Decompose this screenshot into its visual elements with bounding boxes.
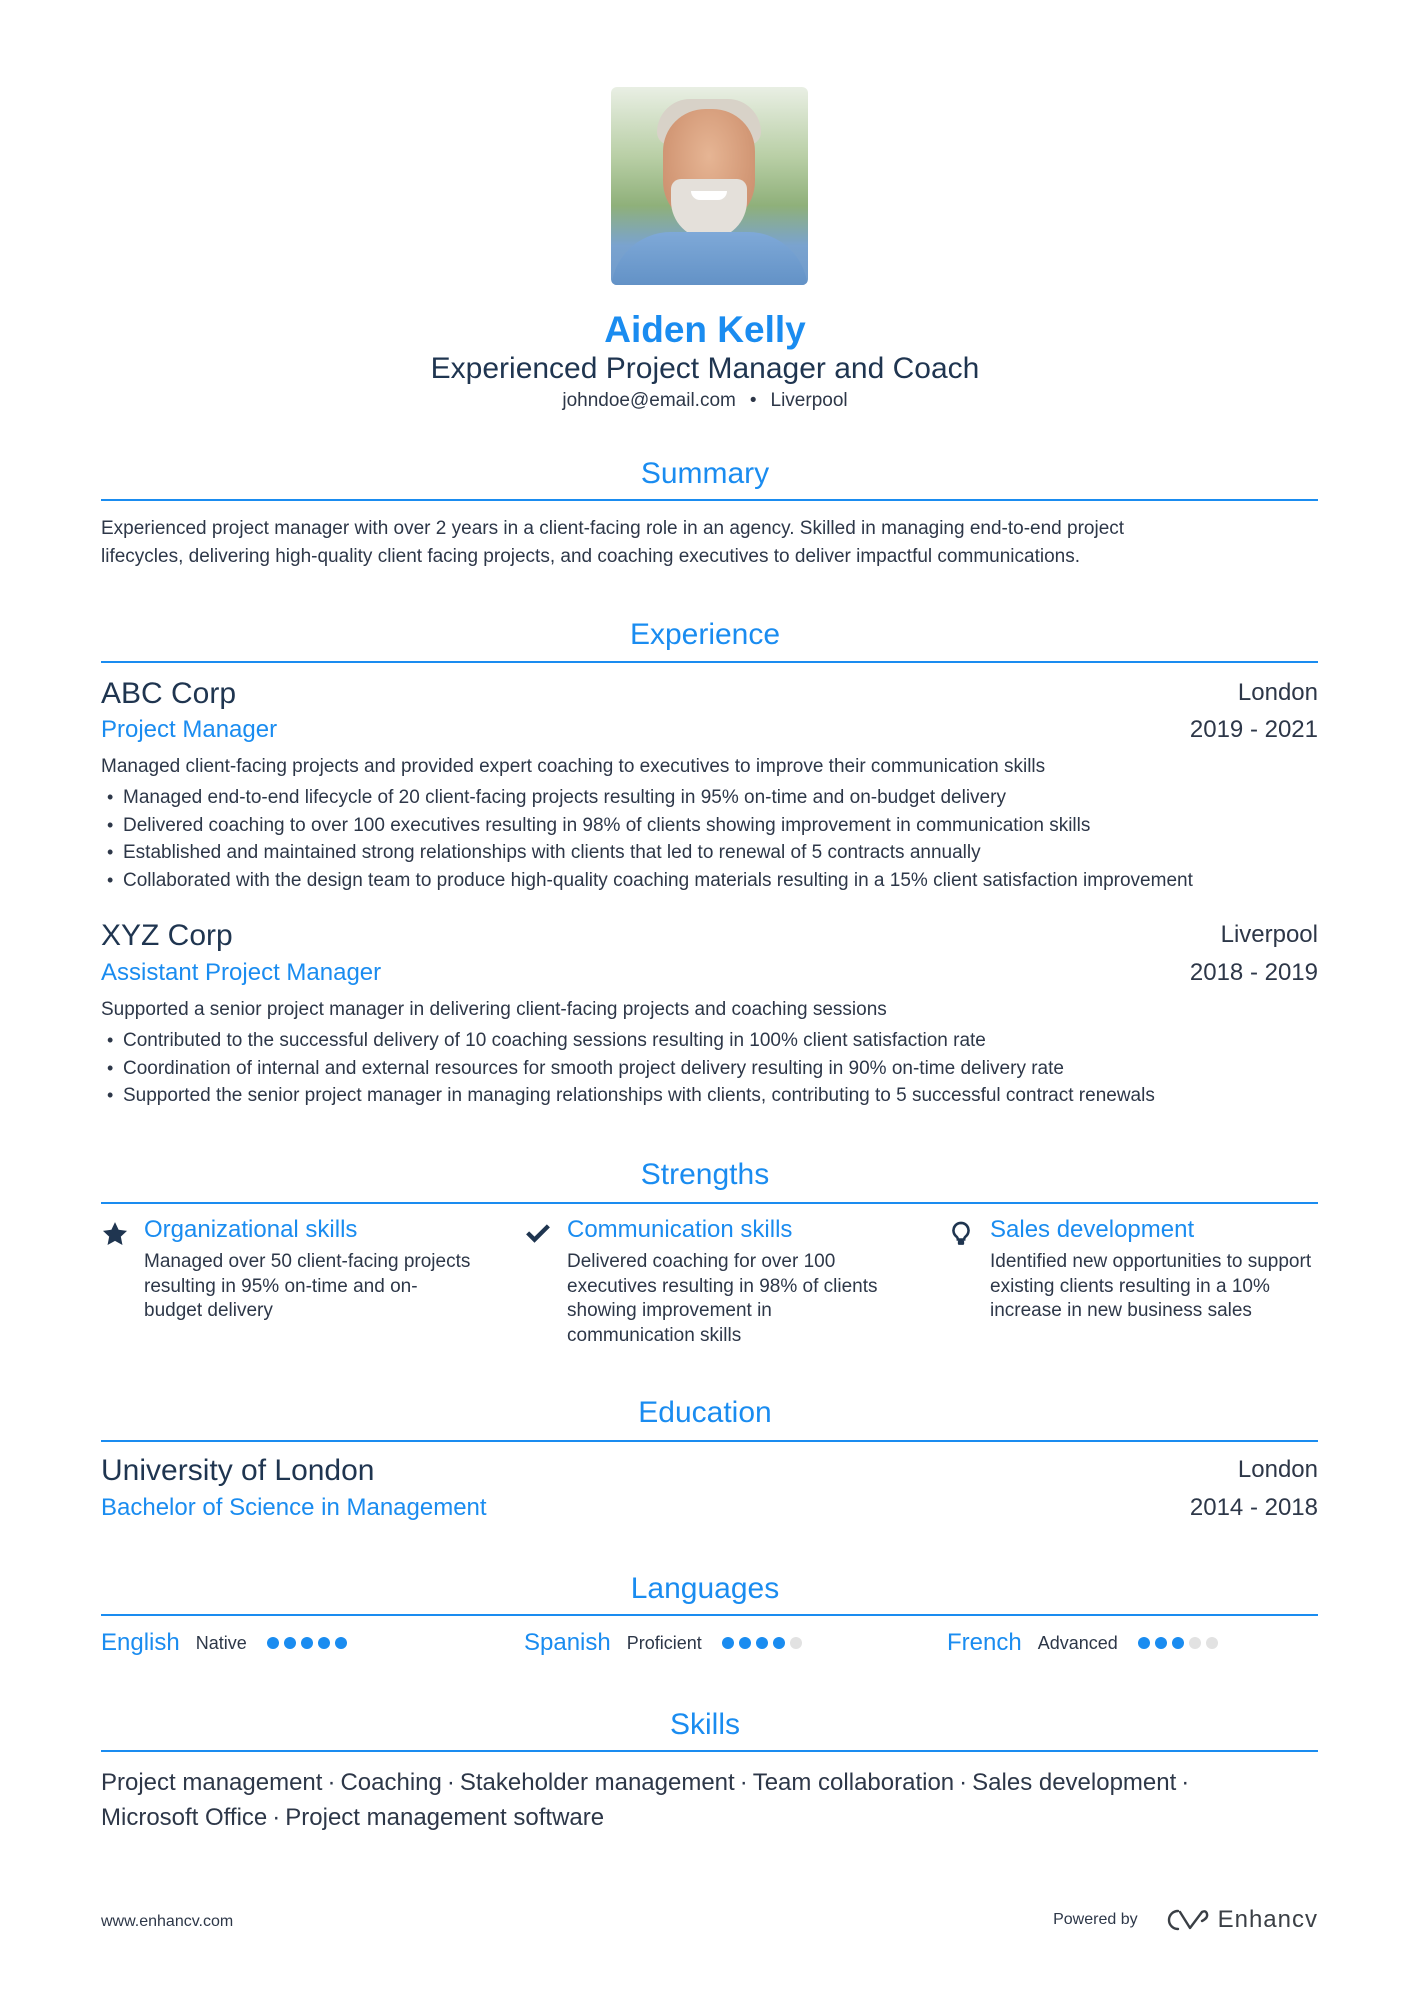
photo-shirt: [611, 232, 808, 285]
job-description: Supported a senior project manager in delivering client-facing projects and coaching sessions: [101, 999, 887, 1020]
rating-dot-empty: [1206, 1637, 1218, 1649]
bullet-item: • Collaborated with the design team to produce high-quality coaching materials resulting in a 15% client satisfaction improvement: [101, 867, 1193, 895]
section-title-summary: Summary: [640, 457, 770, 490]
summary-line: lifecycles, delivering high-quality client facing projects, and coaching executives to deliver impactful communications.: [101, 546, 1080, 567]
rating-dot-filled: [756, 1637, 768, 1649]
rating-dot-filled: [722, 1637, 734, 1649]
company-name: ABC Corp: [101, 677, 237, 710]
job-dates: 2019 - 2021: [1189, 716, 1318, 743]
language-level: Native: [195, 1632, 247, 1653]
strength-title: Communication skills: [567, 1216, 793, 1243]
rating-dot-filled: [773, 1637, 785, 1649]
section-divider: [101, 661, 1318, 663]
strength-description: Delivered coaching for over 100 executives resulting in 98% of clients showing improvement in communication skills: [567, 1251, 878, 1346]
photo-smile: [691, 191, 727, 200]
skill-separator: ·: [739, 1769, 748, 1796]
skill-separator: ·: [959, 1769, 968, 1796]
section-divider: [101, 1202, 1318, 1204]
candidate-name: Aiden Kelly: [604, 309, 806, 350]
rating-dot-filled: [1138, 1637, 1150, 1649]
section-divider: [101, 1750, 1318, 1752]
location-text: Liverpool: [770, 390, 848, 411]
section-divider: [101, 499, 1318, 501]
profile-photo: [611, 87, 808, 285]
strength-description: Identified new opportunities to support existing clients resulting in a 10% increase in new business sales: [990, 1251, 1312, 1321]
skill-separator: ·: [327, 1769, 336, 1796]
powered-by-label: Powered by: [1053, 1911, 1138, 1928]
degree-name: Bachelor of Science in Management: [101, 1494, 487, 1521]
rating-dot-empty: [790, 1637, 802, 1649]
bullet-item: • Established and maintained strong relationships with clients that led to renewal of 5 contracts annually: [101, 839, 1193, 867]
email-link[interactable]: johndoe@email.com: [562, 390, 736, 411]
language-item: [101, 1629, 347, 1657]
language-name: Spanish: [524, 1629, 611, 1656]
job-bullets: [101, 1027, 1155, 1110]
language-item: [947, 1629, 1218, 1657]
rating-dot-filled: [267, 1637, 279, 1649]
bullet-item: • Contributed to the successful delivery of 10 coaching sessions resulting in 100% client satisfaction rate: [101, 1027, 1155, 1055]
school-location: London: [1237, 1456, 1318, 1483]
section-title-languages: Languages: [630, 1572, 780, 1605]
language-rating: [267, 1637, 347, 1649]
skills-list: [101, 1765, 1331, 1835]
summary-line: Experienced project manager with over 2 years in a client-facing role in an agency. Skilled in managing end-to-end project: [101, 518, 1125, 539]
strength-title: Organizational skills: [144, 1216, 358, 1243]
strength-title: Sales development: [990, 1216, 1195, 1243]
summary-text: [101, 515, 1124, 571]
job-location: Liverpool: [1220, 921, 1318, 948]
section-title-education: Education: [638, 1396, 772, 1429]
skill-item: Microsoft Office: [101, 1804, 268, 1831]
job-role: Assistant Project Manager: [101, 959, 382, 986]
school-name: University of London: [101, 1454, 375, 1487]
section-title-experience: Experience: [629, 618, 781, 651]
section-title-skills: Skills: [669, 1708, 740, 1741]
skill-separator: ·: [272, 1804, 281, 1831]
skill-separator: ·: [1181, 1769, 1190, 1796]
language-rating: [722, 1637, 802, 1649]
skill-item: Project management software: [285, 1804, 605, 1831]
bullet-item: • Delivered coaching to over 100 executives resulting in 98% of clients showing improvement in communication skills: [101, 812, 1193, 840]
photo-beard: [671, 179, 747, 239]
section-divider: [101, 1614, 1318, 1616]
rating-dot-empty: [1189, 1637, 1201, 1649]
job-location: London: [1237, 679, 1318, 706]
star-icon: [101, 1220, 129, 1248]
skill-item: Team collaboration: [752, 1769, 955, 1796]
language-level: Proficient: [626, 1632, 702, 1653]
candidate-title: Experienced Project Manager and Coach: [430, 352, 980, 385]
checkmark-icon: [524, 1220, 552, 1248]
skill-separator: ·: [446, 1769, 455, 1796]
skill-item: Stakeholder management: [459, 1769, 735, 1796]
bullet-item: • Coordination of internal and external resources for smooth project delivery resulting in 90% on-time delivery rate: [101, 1055, 1155, 1083]
section-title-strengths: Strengths: [640, 1158, 770, 1191]
rating-dot-filled: [284, 1637, 296, 1649]
language-level: Advanced: [1037, 1632, 1118, 1653]
education-dates: 2014 - 2018: [1189, 1494, 1318, 1521]
rating-dot-filled: [1172, 1637, 1184, 1649]
language-name: French: [947, 1629, 1022, 1656]
bullet-item: • Supported the senior project manager in managing relationships with clients, contributing to 5 successful contract renewals: [101, 1082, 1155, 1110]
language-name: English: [101, 1629, 180, 1656]
job-role: Project Manager: [101, 716, 278, 743]
lightbulb-icon: [947, 1220, 975, 1248]
job-description: Managed client-facing projects and provided expert coaching to executives to improve their communication skills: [101, 756, 1046, 777]
rating-dot-filled: [1155, 1637, 1167, 1649]
skill-item: Project management: [101, 1769, 323, 1796]
job-dates: 2018 - 2019: [1189, 959, 1318, 986]
skill-item: Coaching: [340, 1769, 442, 1796]
language-item: [524, 1629, 802, 1657]
rating-dot-filled: [301, 1637, 313, 1649]
rating-dot-filled: [739, 1637, 751, 1649]
enhancv-logo-icon: [1164, 1907, 1210, 1933]
job-bullets: [101, 784, 1193, 894]
powered-by: [1053, 1906, 1318, 1934]
rating-dot-filled: [335, 1637, 347, 1649]
enhancv-brand: Enhancv: [1217, 1906, 1318, 1933]
bullet-item: • Managed end-to-end lifecycle of 20 client-facing projects resulting in 95% on-time and on-budget delivery: [101, 784, 1193, 812]
language-rating: [1138, 1637, 1218, 1649]
company-name: XYZ Corp: [101, 919, 233, 952]
section-divider: [101, 1440, 1318, 1442]
strength-description: Managed over 50 client-facing projects resulting in 95% on-time and on-budget delivery: [144, 1251, 471, 1321]
skill-item: Sales development: [972, 1769, 1177, 1796]
contact-separator: •: [749, 390, 757, 411]
rating-dot-filled: [318, 1637, 330, 1649]
website-link[interactable]: www.enhancv.com: [101, 1913, 234, 1930]
contact-line: [0, 390, 1410, 412]
